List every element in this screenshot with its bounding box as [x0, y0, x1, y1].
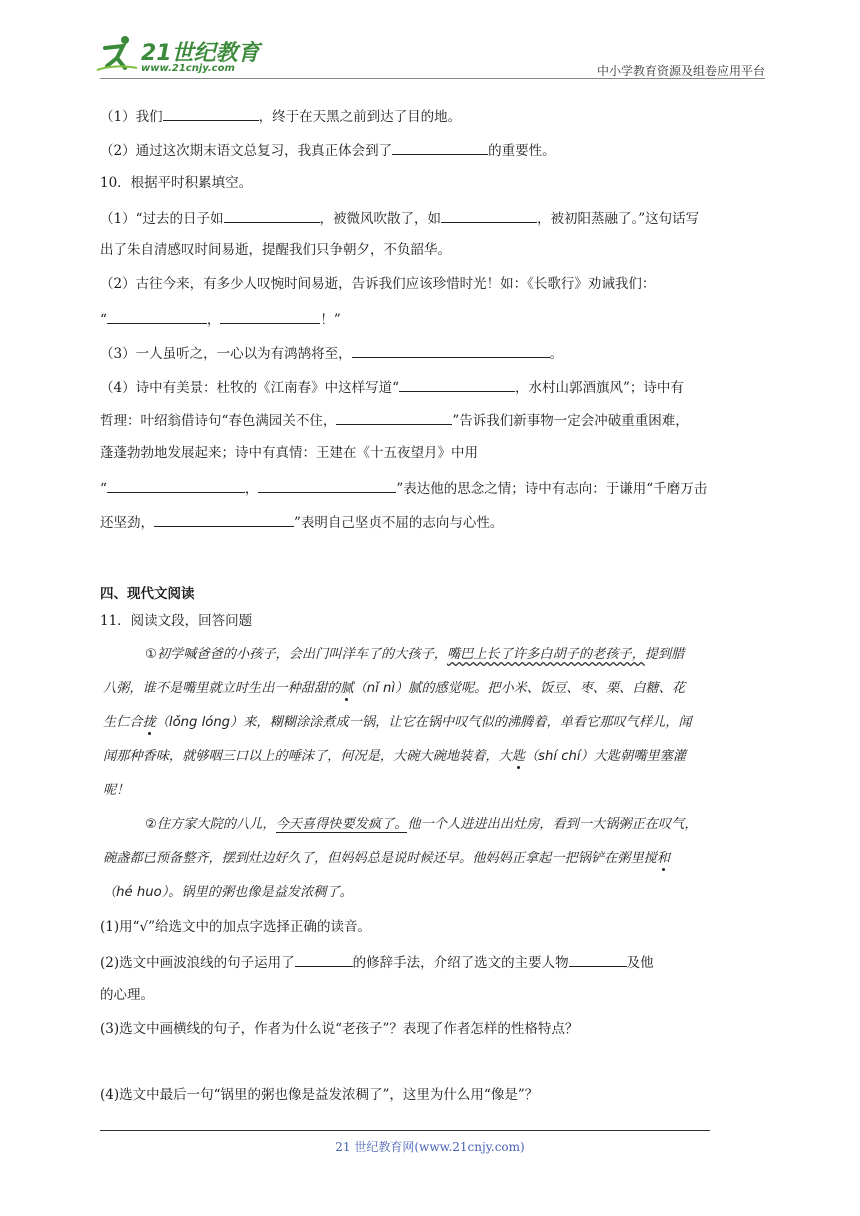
text: ”告诉我们新事物一定会冲破重重困难， [452, 413, 689, 429]
question-11: 11．阅读文段，回答问题 [100, 613, 253, 629]
sub-question-2-cont: 的心理。 [100, 987, 154, 1003]
text: （4）诗中有美景：杜牧的《江南春》中这样写道“ [100, 380, 399, 396]
answer-blank[interactable] [107, 478, 245, 493]
passage-line [103, 680, 685, 698]
question-line [100, 410, 689, 430]
passage-line: （hé huo）。锅里的粥也像是益发浓稠了。 [103, 885, 353, 900]
passage-line [145, 646, 684, 664]
wavy-underlined-sentence: 嘴巴上长了许多白胡子的老孩子， [446, 647, 645, 662]
answer-blank[interactable] [220, 309, 320, 324]
dotted-char: 腻 [340, 681, 354, 696]
passage-line: 呢！ [103, 783, 130, 798]
question-line [100, 106, 461, 126]
text: （1）“过去的日子如 [100, 211, 224, 227]
text: (2)选文中画波浪线的句子运用了 [100, 955, 295, 971]
dotted-char: 拢 [142, 715, 156, 730]
question-line [100, 512, 503, 532]
dotted-char: 和 [656, 851, 671, 866]
page-header [95, 30, 765, 80]
text: 碗盏都已预备整齐，摆到灶边好久了，但妈妈总是说时候还早。他妈妈正拿起一把锅铲在粥里搅 [103, 851, 657, 866]
text: 八粥，谁不是嘴里就立时生出一种甜甜的 [103, 681, 341, 696]
question-line: （2）古往今来，有多少人叹惋时间易逝，告诉我们应该珍惜时光！如：《长歌行》劝诫我们： [100, 276, 656, 292]
text: ， [206, 312, 221, 328]
answer-blank[interactable] [258, 478, 396, 493]
answer-blank[interactable] [441, 208, 537, 223]
text: ”表明自己坚贞不屈的志向与心性。 [294, 515, 504, 531]
text: 的重要性。 [488, 143, 556, 159]
sub-question-4: (4)选文中最后一句“锅里的粥也像是益发浓稠了”，这里为什么用“像是”？ [100, 1087, 539, 1103]
text: （nǐ nì）腻的感觉呢。把小米、饭豆、枣、栗、白糖、花 [353, 681, 686, 696]
header-divider [100, 78, 765, 79]
text: 他一个人进进出出灶房，看到一大锅粥正在叹气， [407, 817, 698, 832]
answer-blank[interactable] [107, 309, 207, 324]
text: “ [100, 481, 107, 497]
logo-url: www.21cnjy.com [141, 63, 235, 74]
logo-title: 21世纪教育 [141, 41, 260, 66]
answer-blank[interactable] [392, 140, 488, 155]
text: 哲理：叶绍翁借诗句“春色满园关不住， [100, 413, 337, 429]
text: 。 [549, 346, 564, 362]
question-line [100, 343, 563, 363]
text: ！” [320, 312, 341, 328]
section-title: 四、现代文阅读 [100, 586, 195, 602]
sub-question-1: (1)用“√”给选文中的加点字选择正确的读音。 [100, 919, 372, 935]
text: ，被初阳蒸融了。”这句话写 [537, 211, 700, 227]
text: 的修辞手法，介绍了选文的主要人物 [352, 955, 569, 971]
text: ②住方家大院的八儿， [145, 817, 276, 832]
text: ①初学喊爸爸的小孩子，会出门叫洋车了的大孩子， [145, 647, 447, 662]
text: 提到腊 [644, 647, 685, 662]
text: ， [244, 481, 259, 497]
runner-logo-icon [95, 34, 139, 74]
answer-blank[interactable] [163, 106, 259, 121]
text: （1）我们 [100, 109, 163, 125]
question-line [100, 208, 699, 228]
text: ”表达他的思念之情；诗中有志向：于谦用“千磨万击 [396, 481, 708, 497]
text: 还坚劲， [100, 515, 154, 531]
sub-question-3: (3)选文中画横线的句子，作者为什么说“老孩子”？表现了作者怎样的性格特点？ [100, 1021, 579, 1037]
question-10: 10．根据平时积累填空。 [100, 175, 253, 191]
question-line [100, 377, 684, 397]
question-line: 出了朱自清感叹时间易逝，提醒我们只争朝夕，不负韶华。 [100, 242, 451, 258]
site-logo[interactable] [95, 30, 275, 80]
answer-blank[interactable] [569, 952, 627, 967]
platform-name: 中小学教育资源及组卷应用平台 [596, 64, 765, 78]
passage-line [103, 714, 692, 732]
question-line: 蓬蓬勃勃地发展起来；诗中有真情：王建在《十五夜望月》中用 [100, 445, 478, 461]
text: （3）一人虽听之，一心以为有鸿鹄将至， [100, 346, 352, 362]
passage-line [103, 850, 670, 868]
text: 闻那种香味，就够咽三口以上的唾沫了，何况是，大碗大碗地装着，大 [103, 749, 512, 764]
text: ，水村山郭酒旗风”；诗中有 [515, 380, 684, 396]
answer-blank[interactable] [352, 343, 550, 358]
footer-link[interactable]: 21 世纪教育网(www.21cnjy.com) [335, 1140, 525, 1154]
question-line [100, 478, 707, 498]
underlined-sentence: 今天喜得快要发疯了。 [275, 817, 408, 832]
text: “ [100, 312, 107, 328]
answer-blank[interactable] [154, 512, 294, 527]
text: （lǒng lóng）来，糊糊涂涂煮成一锅，让它在锅中叹气似的沸腾着，单看它那叹气样儿，闻 [155, 715, 692, 730]
text: 及他 [626, 955, 654, 971]
passage-line [145, 816, 698, 834]
text: （shí chí）大匙朝嘴里塞灌 [525, 749, 687, 764]
dotted-char: 匙 [511, 749, 525, 764]
text: ，终于在天黑之前到达了目的地。 [258, 109, 462, 125]
sub-question-2 [100, 952, 654, 972]
footer-divider [100, 1130, 710, 1131]
text: （2）通过这次期末语文总复习，我真正体会到了 [100, 143, 393, 159]
passage-line [103, 748, 686, 766]
answer-blank[interactable] [399, 377, 515, 392]
text: 生仁合 [103, 715, 143, 730]
answer-blank[interactable] [336, 410, 452, 425]
answer-blank[interactable] [295, 952, 353, 967]
question-line [100, 309, 341, 329]
question-line [100, 140, 556, 160]
answer-blank[interactable] [224, 208, 320, 223]
text: ，被微风吹散了，如 [319, 211, 441, 227]
